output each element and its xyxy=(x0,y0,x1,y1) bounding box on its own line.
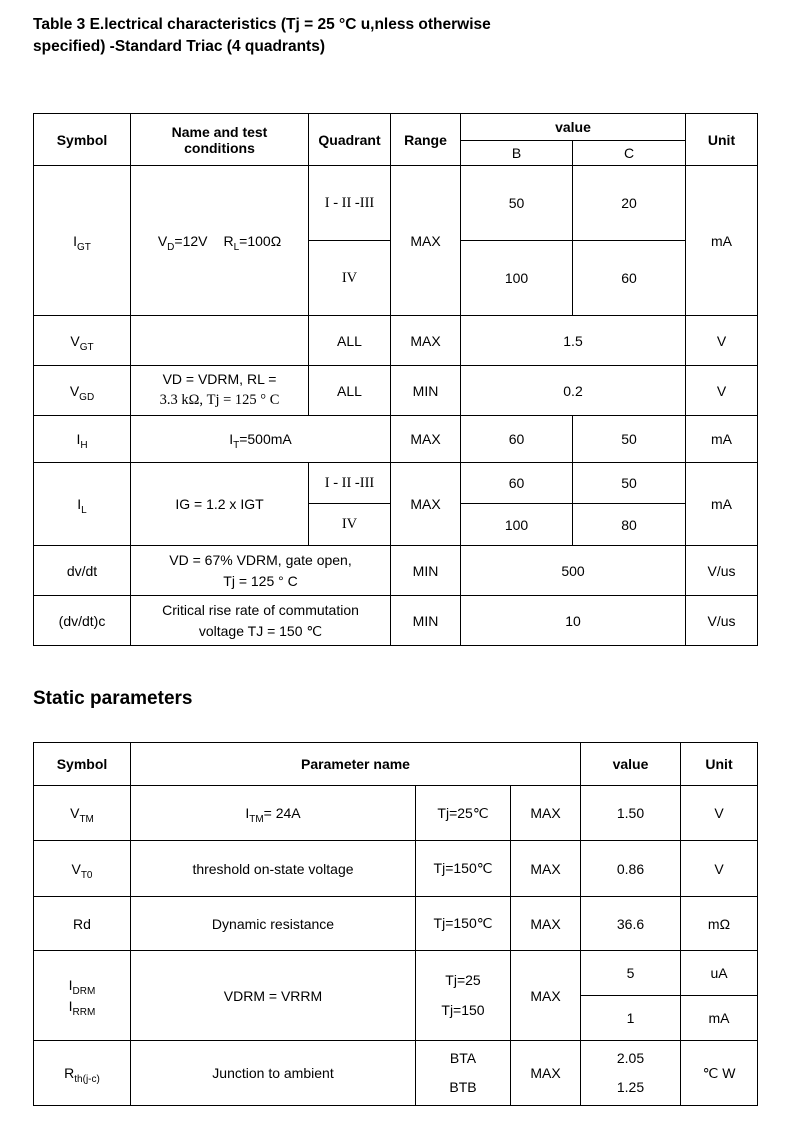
t1-dvdtc-value-cell: 10 xyxy=(461,596,686,646)
t2-rd-range-cell: MAX xyxy=(511,897,581,951)
t2-idrm-range-cell: MAX xyxy=(511,951,581,1041)
t1-igt-cond-r-val: =100Ω xyxy=(239,232,282,249)
static-parameters-heading: Static parameters xyxy=(33,688,193,709)
t2-vtm-symbol-sub: TM xyxy=(79,813,94,825)
t1-header-name xyxy=(131,114,309,166)
t1-header-quadrant: Quadrant xyxy=(309,114,391,166)
t2-vt0-condition-cell: Tj=150℃ xyxy=(416,841,511,897)
t1-igt-symbol: I xyxy=(73,232,77,249)
t1-ih-cond-i: I xyxy=(229,431,234,447)
t2-idrm-row2-value: 1 xyxy=(581,996,681,1041)
t1-vgt-conditions-cell xyxy=(131,316,309,366)
t2-vtm-name-cell xyxy=(131,786,416,841)
t1-il-unit-cell: mA xyxy=(686,463,758,546)
t1-igt-cond-v: V xyxy=(157,232,168,249)
t2-rd-symbol-cell: Rd xyxy=(34,897,131,951)
t1-igt-cond-v-val: =12V xyxy=(174,232,208,249)
t2-idrm-cond-line2: Tj=150 xyxy=(441,1001,485,1018)
t2-vtm-value-cell: 1.50 xyxy=(581,786,681,841)
t1-vgd-value-cell: 0.2 xyxy=(461,366,686,416)
t2-header-value: value xyxy=(581,743,681,786)
t1-igt-unit-cell: mA xyxy=(686,166,758,316)
t1-dvdtc-conditions-cell xyxy=(131,596,391,646)
t1-igt-quadrant-row1-cell: I - II -III xyxy=(309,166,391,241)
t1-ih-unit-cell: mA xyxy=(686,416,758,463)
t1-dvdtc-cond-line2: voltage TJ = 150 ℃ xyxy=(198,622,323,639)
t2-vtm-range-cell: MAX xyxy=(511,786,581,841)
t1-vgt-unit-cell: V xyxy=(686,316,758,366)
t2-header-parameter-name: Parameter name xyxy=(131,743,581,786)
t1-dvdt-cond-line1: VD = 67% VDRM, gate open, xyxy=(169,551,352,568)
t1-igt-symbol-cell xyxy=(34,166,131,316)
t1-igt-quadrant-row2-cell: IV xyxy=(309,241,391,316)
t2-header-unit: Unit xyxy=(681,743,758,786)
t2-rth-symbol: R xyxy=(64,1065,75,1081)
t1-vgt-symbol-sub: GT xyxy=(79,341,94,353)
t1-vgt-range-cell: MAX xyxy=(391,316,461,366)
t2-vtm-unit-cell: V xyxy=(681,786,758,841)
t2-idrm-symbol-line1 xyxy=(38,975,126,996)
t1-dvdt-symbol-cell: dv/dt xyxy=(34,546,131,596)
t2-rth-unit-cell: ℃ W xyxy=(681,1041,758,1106)
t2-idrm-symbol2: I xyxy=(68,997,73,1014)
t1-vgd-quadrant-cell: ALL xyxy=(309,366,391,416)
t1-vgd-unit-cell: V xyxy=(686,366,758,416)
table3-title xyxy=(33,14,633,57)
electrical-characteristics-table xyxy=(33,113,758,646)
t1-vgt-value-cell: 1.5 xyxy=(461,316,686,366)
t2-vt0-symbol-sub: T0 xyxy=(80,869,93,881)
t1-ih-symbol-sub: H xyxy=(80,439,88,451)
t1-il-row2-value-c: 80 xyxy=(573,504,686,546)
t2-rd-name-cell: Dynamic resistance xyxy=(131,897,416,951)
t2-vt0-unit-cell: V xyxy=(681,841,758,897)
t2-rth-value-line2: 1.25 xyxy=(616,1079,645,1095)
t1-il-symbol-cell xyxy=(34,463,131,546)
t2-rd-unit-cell: mΩ xyxy=(681,897,758,951)
t2-vt0-symbol-cell xyxy=(34,841,131,897)
t2-idrm-symbol1-sub: DRM xyxy=(72,985,96,997)
t1-vgd-symbol: V xyxy=(69,382,80,399)
t2-vt0-range-cell: MAX xyxy=(511,841,581,897)
t2-vtm-name-sub: TM xyxy=(249,813,264,825)
t1-il-quadrant-row1-cell: I - II -III xyxy=(309,463,391,504)
t1-header-symbol: Symbol xyxy=(34,114,131,166)
t2-idrm-row2-unit: mA xyxy=(681,996,758,1041)
t2-rd-value-cell: 36.6 xyxy=(581,897,681,951)
t1-ih-value-b: 60 xyxy=(461,416,573,463)
t2-rth-cond-line1: BTA xyxy=(449,1049,477,1066)
t1-ih-value-c: 50 xyxy=(573,416,686,463)
t1-igt-range-cell: MAX xyxy=(391,166,461,316)
t1-ih-symbol: I xyxy=(76,431,81,447)
t1-header-name-line1: Name and test xyxy=(171,123,268,140)
t1-il-row1-value-b: 60 xyxy=(461,463,573,504)
t2-idrm-cond-line1: Tj=25 xyxy=(445,972,481,989)
t1-ih-cond-val: =500mA xyxy=(239,431,292,447)
t2-vt0-symbol: V xyxy=(71,860,81,877)
t2-rd-condition-cell: Tj=150℃ xyxy=(416,897,511,951)
t1-il-row2-value-b: 100 xyxy=(461,504,573,546)
t1-igt-cond-r: R xyxy=(223,232,234,249)
t1-ih-conditions-cell xyxy=(131,416,391,463)
t1-dvdtc-symbol-cell: (dv/dt)c xyxy=(34,596,131,646)
t1-igt-cond-r-sub: L xyxy=(233,241,240,253)
t2-rth-name-cell: Junction to ambient xyxy=(131,1041,416,1106)
t2-rth-value-line1: 2.05 xyxy=(616,1049,645,1066)
t1-dvdt-range-cell: MIN xyxy=(391,546,461,596)
t2-idrm-row1-unit: uA xyxy=(681,951,758,996)
t1-vgd-range-cell: MIN xyxy=(391,366,461,416)
t1-ih-cond-i-sub: T xyxy=(233,439,240,451)
t1-header-value-c: C xyxy=(573,141,686,166)
t1-igt-row2-value-b: 100 xyxy=(461,241,573,316)
t2-vt0-name-cell: threshold on-state voltage xyxy=(131,841,416,897)
t1-ih-symbol-cell xyxy=(34,416,131,463)
t1-vgt-quadrant-cell: ALL xyxy=(309,316,391,366)
t2-vtm-symbol-cell xyxy=(34,786,131,841)
t1-dvdtc-unit-cell: V/us xyxy=(686,596,758,646)
t2-rth-condition-cell xyxy=(416,1041,511,1106)
table3-title-line2: specified) -Standard Triac (4 quadrants) xyxy=(33,37,325,55)
t2-rth-symbol-cell xyxy=(34,1041,131,1106)
t1-vgt-symbol: V xyxy=(70,332,80,349)
t1-igt-row2-value-c: 60 xyxy=(573,241,686,316)
t1-il-conditions-cell: IG = 1.2 x IGT xyxy=(131,463,309,546)
static-parameters-table xyxy=(33,742,758,1106)
t1-dvdt-unit-cell: V/us xyxy=(686,546,758,596)
t1-dvdt-cond-line2: Tj = 125 ° C xyxy=(223,572,298,589)
t1-dvdtc-range-cell: MIN xyxy=(391,596,461,646)
t1-vgd-symbol-sub: GD xyxy=(79,391,95,403)
t1-igt-symbol-sub: GT xyxy=(77,241,91,253)
t1-il-row1-value-c: 50 xyxy=(573,463,686,504)
t1-header-range: Range xyxy=(391,114,461,166)
t2-idrm-name-cell: VDRM = VRRM xyxy=(131,951,416,1041)
t1-ih-range-cell: MAX xyxy=(391,416,461,463)
t1-header-value-b: B xyxy=(461,141,573,166)
t2-vtm-name-i: I xyxy=(245,805,250,821)
t1-il-symbol-sub: L xyxy=(81,504,87,516)
t1-dvdt-value-cell: 500 xyxy=(461,546,686,596)
t2-rth-symbol-sub: th(j-c) xyxy=(74,1073,100,1085)
t2-idrm-symbol-cell xyxy=(34,951,131,1041)
t2-vtm-condition-cell: Tj=25℃ xyxy=(416,786,511,841)
t1-vgd-cond-line1: VD = VDRM, RL = xyxy=(162,371,277,388)
table3-title-line1: Table 3 E.lectrical characteristics (Tj = 25 °C u,nless otherwise xyxy=(33,16,491,33)
t2-idrm-row1-value: 5 xyxy=(581,951,681,996)
t2-rth-cond-line2: BTB xyxy=(449,1079,477,1095)
t1-dvdt-conditions-cell xyxy=(131,546,391,596)
t2-rth-range-cell: MAX xyxy=(511,1041,581,1106)
t1-igt-cond-v-sub: D xyxy=(167,241,175,253)
t2-idrm-symbol2-sub: RRM xyxy=(72,1006,96,1018)
t1-vgd-conditions-cell xyxy=(131,366,309,416)
t1-header-value: value xyxy=(461,114,686,141)
t2-vtm-symbol: V xyxy=(70,805,80,821)
t1-vgd-symbol-cell xyxy=(34,366,131,416)
t1-il-range-cell: MAX xyxy=(391,463,461,546)
t2-vtm-name-val: = 24A xyxy=(263,805,301,821)
t1-il-symbol: I xyxy=(77,496,82,512)
t1-igt-row1-value-b: 50 xyxy=(461,166,573,241)
t1-vgt-symbol-cell xyxy=(34,316,131,366)
t2-idrm-symbol1: I xyxy=(68,976,73,993)
t1-igt-conditions-cell xyxy=(131,166,309,316)
t2-rth-value-cell xyxy=(581,1041,681,1106)
t2-idrm-condition-cell xyxy=(416,951,511,1041)
t1-vgd-cond-line2: 3.3 kΩ, Tj = 125 ° C xyxy=(159,392,280,409)
t2-idrm-symbol-line2 xyxy=(38,996,126,1017)
t1-header-name-line2: conditions xyxy=(184,139,255,156)
t2-vt0-value-cell: 0.86 xyxy=(581,841,681,897)
t1-il-quadrant-row2-cell: IV xyxy=(309,504,391,546)
t1-header-unit: Unit xyxy=(686,114,758,166)
t1-dvdtc-cond-line1: Critical rise rate of commutation xyxy=(162,601,359,618)
t2-header-symbol: Symbol xyxy=(34,743,131,786)
t1-igt-row1-value-c: 20 xyxy=(573,166,686,241)
